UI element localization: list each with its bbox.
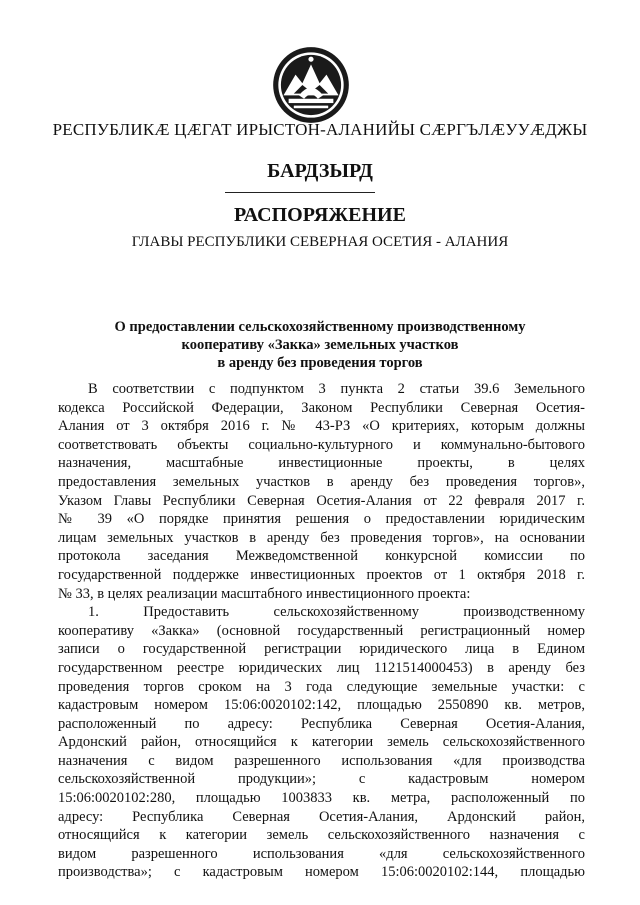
- body-line: проведения торгов сроком на 3 года следующие земельные участки: с: [58, 678, 585, 695]
- body-line: кооперативу «Закка» (основной государственный регистрационный номер: [58, 622, 585, 639]
- body-line: Ардонский район, относящийся к категории земель сельскохозяйственного: [58, 734, 585, 751]
- subject-line: в аренду без проведения торгов: [217, 355, 423, 371]
- body-line: В соответствии с подпунктом 3 пункта 2 статьи 39.6 Земельного: [88, 381, 585, 397]
- body-line: государственном реестре юридических лиц 1121514000453) в аренду без: [58, 659, 585, 676]
- body-line: адресу: Республика Северная Осетия-Алания, Ардонский район,: [58, 808, 585, 825]
- body-line: Указом Главы Республики Северная Осетия-Алания от 22 февраля 2017 г.: [58, 492, 585, 509]
- subject-line: О предоставлении сельскохозяйственному производственному: [114, 319, 526, 335]
- republic-name-ossetian: РЕСПУБЛИКӔ ЦӔГАТ ИРЫСТОН-АЛАНИЙЫ СӔРГЪЛӔУУӔДЖЫ: [52, 120, 588, 139]
- body-line: 15:06:0020102:280, площадью 1003833 кв. метра, расположенный по: [58, 790, 585, 807]
- document-body: [58, 380, 585, 882]
- body-line: сельскохозяйственной продукции»; с кадастровым номером: [58, 771, 585, 788]
- coat-of-arms-emblem: [268, 42, 354, 128]
- body-line: записи о государственной регистрации юридического лица в Едином: [58, 641, 585, 658]
- issuer-title: ГЛАВЫ РЕСПУБЛИКИ СЕВЕРНАЯ ОСЕТИЯ - АЛАНИЯ: [131, 234, 509, 250]
- body-line: № 39 «О порядке принятия решения о предоставлении юридическим: [58, 511, 585, 528]
- body-line: производства»; с кадастровым номером 15:06:0020102:144, площадью: [58, 864, 585, 881]
- document-type-russian: РАСПОРЯЖЕНИЕ: [234, 204, 406, 226]
- subject-line: кооперативу «Закка» земельных участков: [181, 337, 459, 353]
- body-line: назначения, масштабные инвестиционные проекты, в целях: [58, 455, 585, 472]
- body-line: кадастровым номером 15:06:0020102:142, площадью 2550890 кв. метров,: [58, 697, 585, 714]
- body-line: протокола заседания Межведомственной конкурсной комиссии по: [58, 548, 585, 565]
- divider-line: [225, 192, 375, 193]
- body-line: относящийся к категории земель сельскохозяйственного назначения с: [58, 827, 585, 844]
- body-line: 1. Предоставить сельскохозяйственному производственному: [88, 604, 585, 621]
- body-line: кодекса Российской Федерации, Законом Республики Северная Осетия-: [58, 399, 585, 416]
- document-subject: [60, 318, 580, 372]
- body-line: назначения с видом разрешенного использования «для производства: [58, 752, 585, 769]
- body-line: лицам земельных участков в аренду без проведения торгов», на основании: [58, 529, 585, 546]
- body-line: государственной поддержке инвестиционных проектов от 1 октября 2018 г.: [58, 566, 585, 583]
- document-type-ossetian: БАРДЗЫРД: [267, 160, 373, 182]
- body-line: № 33, в целях реализации масштабного инвестиционного проекта:: [58, 585, 471, 602]
- body-line: соответствовать объекты социально-культурного и коммунально-бытового: [58, 436, 585, 453]
- body-line: предоставления земельных участков в аренду без проведения торгов»,: [58, 473, 585, 490]
- body-line: видом разрешенного использования «для сельскохозяйственного: [58, 845, 585, 862]
- body-line: расположенный по адресу: Республика Северная Осетия-Алания,: [58, 715, 585, 732]
- body-line: Алания от 3 октября 2016 г. № 43-РЗ «О критериях, которым должны: [58, 418, 585, 435]
